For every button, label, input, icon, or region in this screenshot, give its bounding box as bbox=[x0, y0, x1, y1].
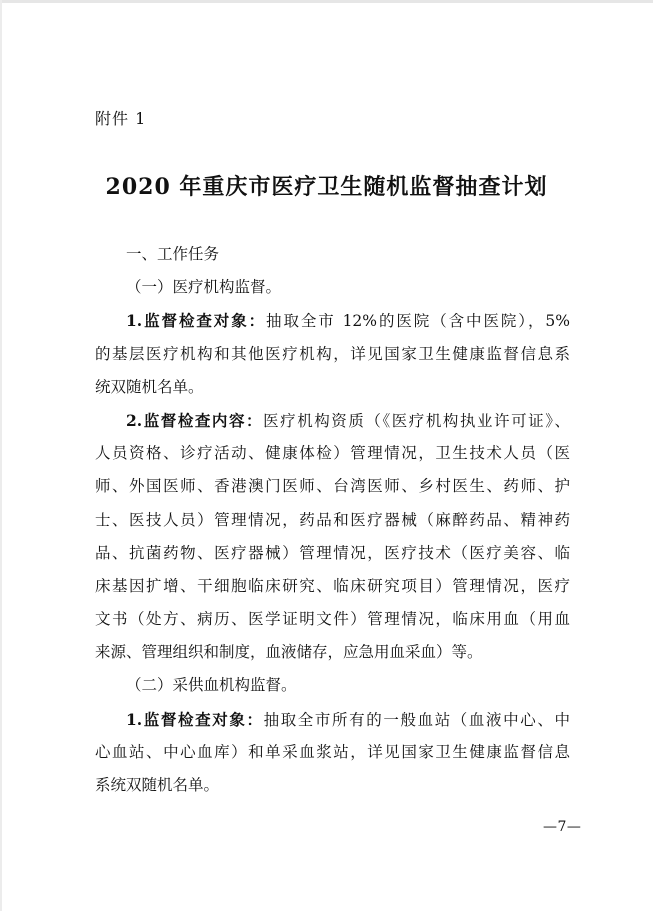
document-title: 2020 年重庆市医疗卫生随机监督抽查计划 bbox=[105, 174, 548, 200]
paragraph-line: 系统双随机名单。 bbox=[95, 776, 220, 794]
paragraph-line: 人员资格、诊疗活动、健康体检）管理情况，卫生技术人员（医 bbox=[95, 444, 570, 463]
paragraph-label: 1.监督检查对象： bbox=[126, 311, 267, 331]
paragraph-line: 统双随机名单。 bbox=[95, 377, 204, 396]
section-heading: 一、工作任务 bbox=[126, 245, 220, 263]
paragraph-line bbox=[95, 304, 570, 337]
paragraph-line: 文书（处方、病历、医学证明文件）管理情况，临床用血（用血 bbox=[95, 610, 570, 629]
subsection-heading-blood: （二）采供血机构监督。 bbox=[126, 676, 297, 695]
paragraph-label: 1.监督检查对象： bbox=[126, 709, 264, 729]
page-edge-top bbox=[0, 0, 653, 3]
paragraph-line: 床基因扩增、干细胞临床研究、临床研究项目）管理情况，医疗 bbox=[95, 576, 570, 595]
paragraph-line: 的基层医疗机构和其他医疗机构，详见国家卫生健康监督信息系 bbox=[95, 344, 570, 363]
page-edge-left bbox=[0, 0, 2, 911]
paragraph-line: 师、外国医师、香港澳门医师、台湾医师、乡村医生、药师、护 bbox=[95, 477, 570, 496]
paragraph-text: 抽取全市所有的一般血站（血液中心、中 bbox=[263, 710, 570, 729]
attachment-label: 附件 1 bbox=[95, 109, 147, 128]
paragraph-line: 心血站、中心血库）和单采血浆站，详见国家卫生健康监督信息 bbox=[95, 742, 570, 761]
paragraph-text: 医疗机构资质（《医疗机构执业许可证》、 bbox=[263, 411, 570, 430]
paragraph-line: 士、医技人员）管理情况，药品和医疗器械（麻醉药品、精神药 bbox=[95, 510, 570, 529]
document-body bbox=[95, 238, 570, 802]
page-number: —7— bbox=[543, 819, 582, 835]
paragraph-line bbox=[95, 703, 570, 736]
paragraph-label: 2.监督检查内容： bbox=[126, 410, 264, 430]
paragraph-line: 来源、管理组织和制度，血液储存，应急用血采血）等。 bbox=[95, 643, 483, 662]
paragraph-line: 品、抗菌药物、医疗器械）管理情况，医疗技术（医疗美容、临 bbox=[95, 543, 570, 562]
paragraph-text: 抽取全市 12%的医院（含中医院），5% bbox=[266, 312, 570, 331]
paragraph-line bbox=[95, 404, 570, 437]
subsection-heading-medical: （一）医疗机构监督。 bbox=[126, 278, 282, 297]
